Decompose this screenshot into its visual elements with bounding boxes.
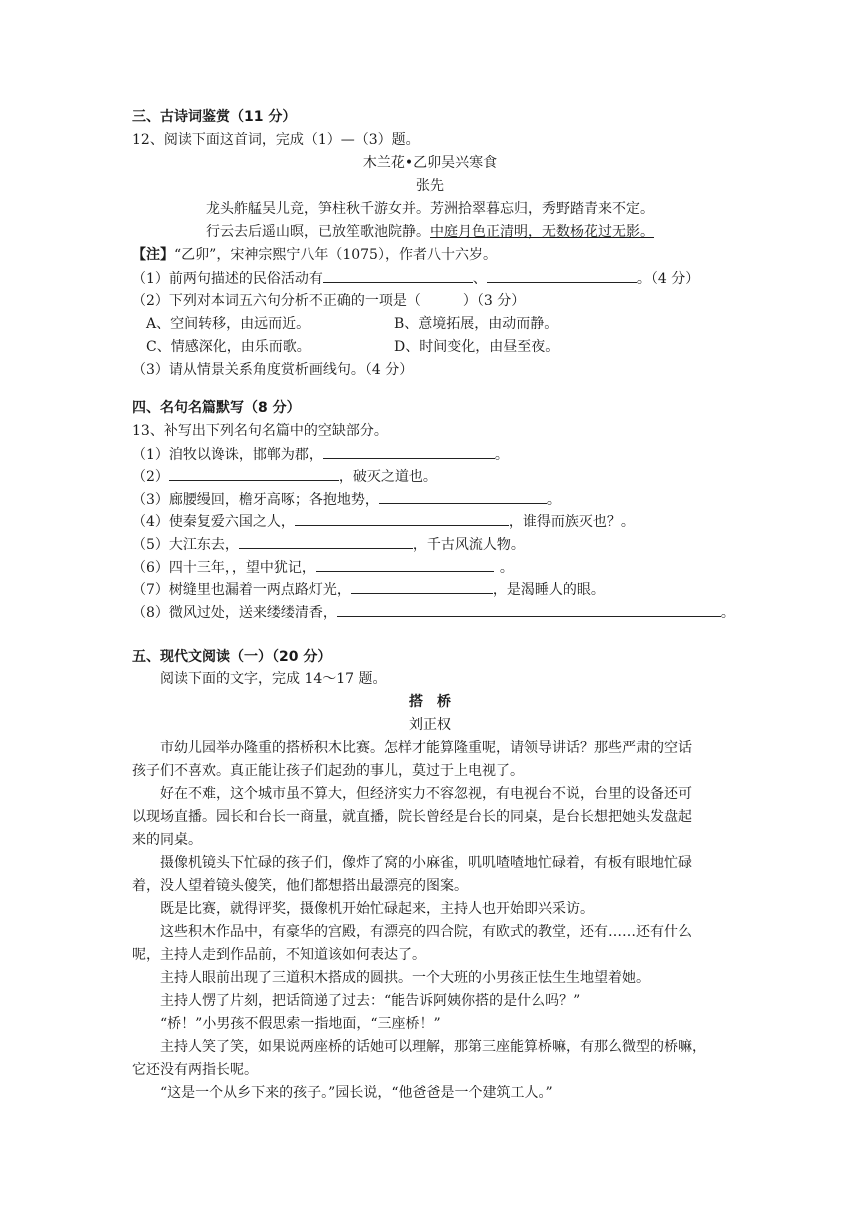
question-12: 12、阅读下面这首词，完成（1）—（3）题。 xyxy=(132,132,420,148)
item-text: （4）使秦复爱六国之人， xyxy=(132,514,295,530)
answer-blank[interactable] xyxy=(379,489,547,504)
recitation-item-6 xyxy=(132,557,514,578)
answer-blank[interactable] xyxy=(295,511,509,526)
answer-blank[interactable] xyxy=(316,557,494,572)
answer-blank[interactable] xyxy=(337,602,721,617)
poem-underlined-lines: 中庭月色正清明，无数杨花过无影。 xyxy=(430,224,654,240)
recitation-item-4 xyxy=(132,511,635,532)
item-text: （5）大江东去， xyxy=(132,537,239,553)
article-line: 主持人愣了片刻，把话筒递了过去：“能告诉阿姨你搭的是什么吗？” xyxy=(160,993,581,1009)
item-text: （8）微风过处，送来缕缕清香， xyxy=(132,605,337,621)
article-line: 来的同桌。 xyxy=(132,832,202,848)
poem-title: 木兰花•乙卯吴兴寒食 xyxy=(362,155,498,171)
article-line: 既是比赛，就得评奖，摄像机开始忙碌起来，主持人也开始即兴采访。 xyxy=(160,901,594,917)
poem-note xyxy=(132,245,497,265)
item-text: 。 xyxy=(720,605,735,621)
item-text: （7）树缝里也漏着一两点路灯光， xyxy=(132,582,351,598)
sub-question-1-text: （1）前两句描述的民俗活动有 xyxy=(132,271,323,287)
poem-line-2 xyxy=(206,222,654,242)
recitation-item-7 xyxy=(132,579,605,600)
sub-question-3: （3）请从情景关系角度赏析画线句。（4 分） xyxy=(132,362,414,378)
item-text: ，谁得而族灭也？。 xyxy=(508,514,635,530)
item-text: ，破灭之道也。 xyxy=(338,469,437,485)
section-3-heading: 三、古诗词鉴赏（11 分） xyxy=(132,109,297,125)
article-author: 刘正权 xyxy=(409,717,451,733)
article-line: 好在不难，这个城市虽不算大，但经济实力不容忽视，有电视台不说，台里的设备还可 xyxy=(160,786,692,802)
recitation-item-1 xyxy=(132,444,509,465)
answer-blank[interactable] xyxy=(323,268,473,283)
note-label: 【注】 xyxy=(132,247,174,263)
recitation-item-3 xyxy=(132,489,561,510)
article-line: 主持人眼前出现了三道积木搭成的圆拱。一个大班的小男孩正怯生生地望着她。 xyxy=(160,970,650,986)
article-line: 着，没人望着镜头傻笑，他们都想搭出最漂亮的图案。 xyxy=(132,878,468,894)
option-c: C、情感深化，由乐而歌。 xyxy=(146,339,311,355)
answer-blank[interactable] xyxy=(323,444,495,459)
sub-question-2: （2）下列对本词五六句分析不正确的一项是（ ）（3 分） xyxy=(132,293,526,309)
article-line: 市幼儿园举办隆重的搭桥积木比赛。怎样才能算隆重呢，请领导讲话？那些严肃的空话 xyxy=(160,740,692,756)
poem-author: 张先 xyxy=(416,178,444,194)
item-text: ，是渴睡人的眼。 xyxy=(492,582,605,598)
item-text: 。 xyxy=(546,492,561,508)
poem-line-2-a: 行云去后遥山暝，已放笙歌池院静。 xyxy=(206,224,430,240)
sub-question-1 xyxy=(132,268,699,289)
item-text: 。 xyxy=(499,560,514,576)
section-5-heading: 五、现代文阅读（一）（20 分） xyxy=(132,649,332,665)
separator: 、 xyxy=(472,271,487,287)
article-line: 摄像机镜头下忙碌的孩子们，像炸了窝的小麻雀，叽叽喳喳地忙碌着，有板有眼地忙碌 xyxy=(160,855,692,871)
item-text: （3）廊腰缦回，檐牙高啄；各抱地势， xyxy=(132,492,379,508)
item-text: （1）洎牧以谗诛，邯郸为郡， xyxy=(132,447,323,463)
score-note: 。（4 分） xyxy=(636,271,700,287)
item-text: （6）四十三年，，望中犹记， xyxy=(132,560,316,576)
recitation-item-5 xyxy=(132,534,525,555)
option-b: B、意境拓展，由动而静。 xyxy=(394,316,559,332)
article-line: 它还没有两指长呢。 xyxy=(132,1062,258,1078)
article-line: 孩子们不喜欢。真正能让孩子们起劲的事儿，莫过于上电视了。 xyxy=(132,763,524,779)
option-a: A、空间转移，由远而近。 xyxy=(146,316,311,332)
answer-blank[interactable] xyxy=(351,579,493,594)
answer-blank[interactable] xyxy=(169,466,339,481)
question-13: 13、补写出下列名句名篇中的空缺部分。 xyxy=(132,423,388,439)
section-4-heading: 四、名句名篇默写（8 分） xyxy=(132,400,301,416)
recitation-item-8 xyxy=(132,602,735,623)
article-line: “桥！”小男孩不假思索一指地面，“三座桥！” xyxy=(160,1016,441,1032)
answer-blank[interactable] xyxy=(487,268,637,283)
article-line: 呢，主持人走到作品前，不知道该如何表达了。 xyxy=(132,947,426,963)
article-line: 以现场直播。园长和台长一商量，就直播，院长曾经是台长的同桌，是台长想把她头发盘起 xyxy=(132,809,692,825)
note-text: “乙卯”，宋神宗熙宁八年（1075），作者八十六岁。 xyxy=(174,247,497,263)
article-line: 这些积木作品中，有豪华的宫殿，有漂亮的四合院，有欧式的教堂，还有……还有什么 xyxy=(160,924,692,940)
reading-intro: 阅读下面的文字，完成 14～17 题。 xyxy=(160,671,387,687)
article-line: “这是一个从乡下来的孩子。”园长说，“他爸爸是一个建筑工人。” xyxy=(160,1085,553,1101)
item-text: （2） xyxy=(132,469,169,485)
recitation-item-2 xyxy=(132,466,437,487)
article-title: 搭 桥 xyxy=(409,694,451,710)
answer-blank[interactable] xyxy=(239,534,413,549)
article-line: 主持人笑了笑，如果说两座桥的话她可以理解，那第三座能算桥嘛，有那么微型的桥嘛， xyxy=(160,1039,706,1055)
item-text: ，千古风流人物。 xyxy=(412,537,525,553)
poem-line-1: 龙头舴艋吴儿竞，笋柱秋千游女并。芳洲拾翠暮忘归，秀野踏青来不定。 xyxy=(206,201,654,217)
item-text: 。 xyxy=(494,447,509,463)
option-d: D、时间变化，由昼至夜。 xyxy=(394,339,560,355)
